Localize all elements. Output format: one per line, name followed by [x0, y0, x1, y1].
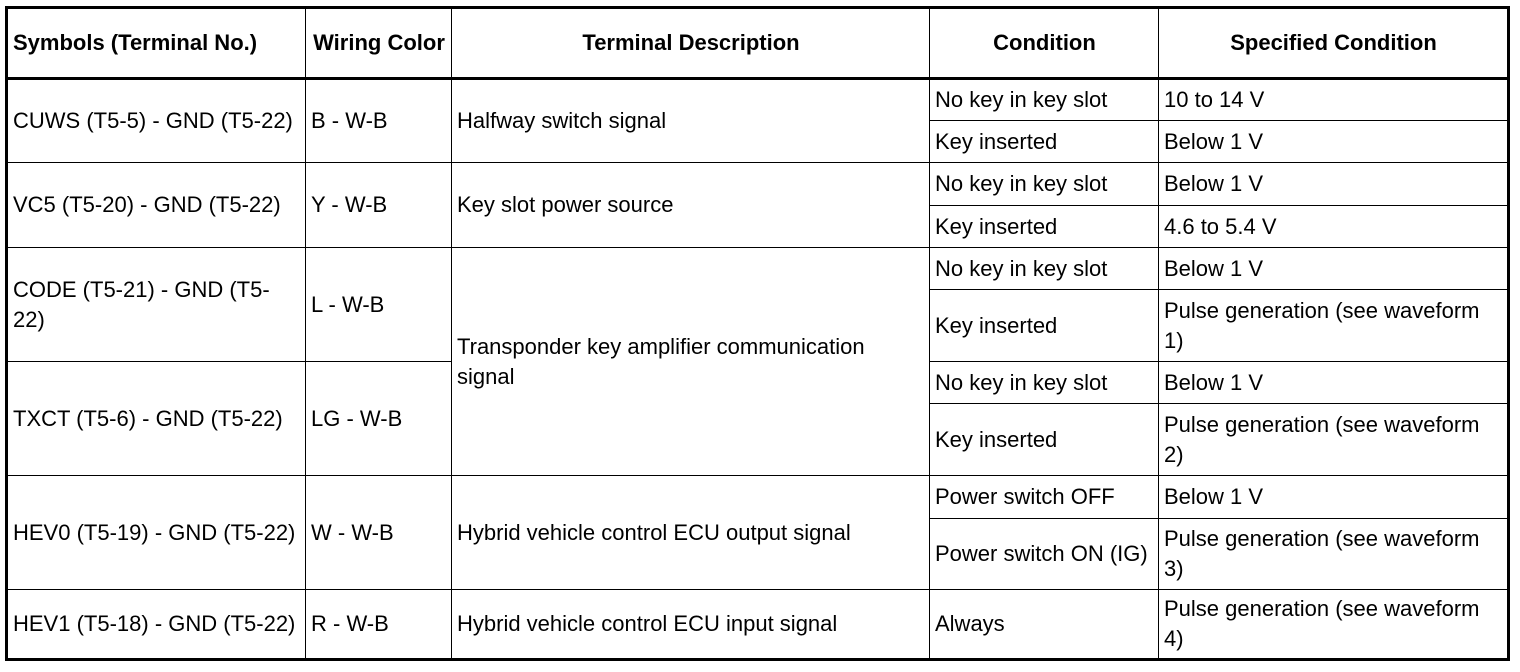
specified-cell: Below 1 V	[1159, 362, 1509, 404]
header-wiring-color: Wiring Color	[306, 8, 452, 79]
symbol-cell: CODE (T5-21) - GND (T5-22)	[7, 248, 306, 362]
description-cell: Halfway switch signal	[452, 79, 930, 163]
table-row	[7, 79, 1509, 121]
specified-cell: Below 1 V	[1159, 121, 1509, 163]
condition-cell: Always	[930, 590, 1159, 660]
symbol-cell: TXCT (T5-6) - GND (T5-22)	[7, 362, 306, 476]
condition-cell: Power switch ON (IG)	[930, 519, 1159, 590]
description-cell: Key slot power source	[452, 163, 930, 248]
specified-cell: Below 1 V	[1159, 476, 1509, 519]
symbol-cell: HEV1 (T5-18) - GND (T5-22)	[7, 590, 306, 660]
header-condition: Condition	[930, 8, 1159, 79]
specified-cell: 4.6 to 5.4 V	[1159, 206, 1509, 248]
wiring-cell: B - W-B	[306, 79, 452, 163]
condition-cell: Key inserted	[930, 121, 1159, 163]
description-cell: Transponder key amplifier communication signal	[452, 248, 930, 476]
description-cell: Hybrid vehicle control ECU output signal	[452, 476, 930, 590]
wiring-cell: L - W-B	[306, 248, 452, 362]
header-terminal-description: Terminal Description	[452, 8, 930, 79]
condition-cell: No key in key slot	[930, 163, 1159, 206]
specified-cell: Below 1 V	[1159, 163, 1509, 206]
specified-cell: Below 1 V	[1159, 248, 1509, 290]
wiring-cell: W - W-B	[306, 476, 452, 590]
table-row	[7, 163, 1509, 206]
condition-cell: No key in key slot	[930, 362, 1159, 404]
specified-cell: Pulse generation (see waveform 2)	[1159, 404, 1509, 476]
specified-cell: Pulse generation (see waveform 1)	[1159, 290, 1509, 362]
table-row	[7, 248, 1509, 290]
specified-cell: Pulse generation (see waveform 4)	[1159, 590, 1509, 660]
specified-cell: 10 to 14 V	[1159, 79, 1509, 121]
description-cell: Hybrid vehicle control ECU input signal	[452, 590, 930, 660]
condition-cell: Key inserted	[930, 404, 1159, 476]
terminal-spec-table	[5, 6, 1510, 661]
wiring-cell: LG - W-B	[306, 362, 452, 476]
table-row	[7, 590, 1509, 660]
table-row	[7, 476, 1509, 519]
symbol-cell: CUWS (T5-5) - GND (T5-22)	[7, 79, 306, 163]
condition-cell: No key in key slot	[930, 248, 1159, 290]
condition-cell: Key inserted	[930, 206, 1159, 248]
specified-cell: Pulse generation (see waveform 3)	[1159, 519, 1509, 590]
header-row	[7, 8, 1509, 79]
header-specified-condition: Specified Condition	[1159, 8, 1509, 79]
condition-cell: Key inserted	[930, 290, 1159, 362]
symbol-cell: HEV0 (T5-19) - GND (T5-22)	[7, 476, 306, 590]
condition-cell: No key in key slot	[930, 79, 1159, 121]
wiring-cell: R - W-B	[306, 590, 452, 660]
header-symbols: Symbols (Terminal No.)	[7, 8, 306, 79]
condition-cell: Power switch OFF	[930, 476, 1159, 519]
symbol-cell: VC5 (T5-20) - GND (T5-22)	[7, 163, 306, 248]
wiring-cell: Y - W-B	[306, 163, 452, 248]
